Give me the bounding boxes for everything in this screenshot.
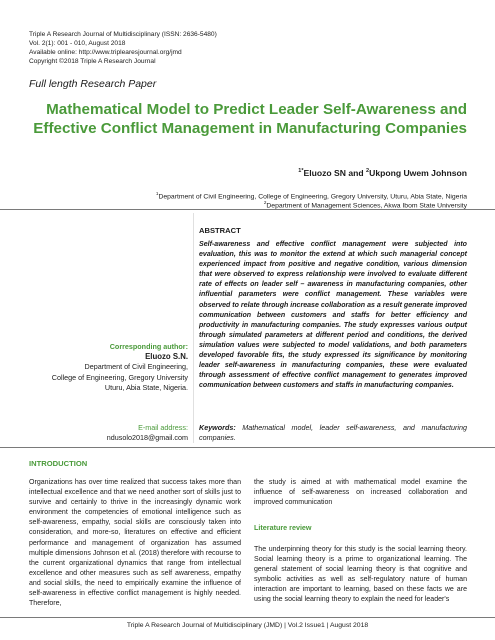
- email-address[interactable]: ndusolo2018@gmail.com: [106, 433, 188, 443]
- aff2-sup: 2: [263, 200, 267, 205]
- corresponding-name: Eluozo S.N.: [145, 352, 188, 362]
- abstract-body: Self-awareness and effective conflict management were subjected into evaluation, this was to monitor the extend at which such managerial concept experienced impact from positive and negative condition, various dimension that were observed to express relationship were involved to evaluate different rate of effects on leader self – awareness in manufacturing companies, other influential parameters were conflict management. These variables were observed to relate through increase collaboration as a result generate improved communication between customers and staffs for better efficiency and productivity in manufacturing companies. The study expresses various output through simulated parameters at different period and conditions, the derived simulation values were subjected to model validations, and both parameters developed favorable fits, the study expressed its significance by monitoring leader self-awareness in manufacturing companies, these were evaluated through assessment of effective conflict management to generates improved communication between customers and staffs in manufacturing companies.: [199, 241, 467, 390]
- literature-text: The underpinning theory for this study is the social learning theory. Social learning theory is a prime to organizational learning. The general statement of social learning theory is that cognitive and symbolic activities as well as self-regulatory nature of human interaction are important to learning, based on these facts we are using the social learning theory to explain the need for leader's: [254, 546, 467, 604]
- paper-type: Full length Research Paper: [29, 78, 157, 90]
- aff2-text: Department of Management Sciences, Akwa Ibom State University: [266, 202, 467, 210]
- page-footer: Triple A Research Journal of Multidisciplinary (JMD) | Vol.2 Issue1 | August 2018: [126, 622, 369, 629]
- corresponding-author: [29, 342, 188, 393]
- corresponding-heading: Corresponding author:: [109, 342, 188, 351]
- introduction-text-right: the study is aimed at with mathematical model examine the influence of self-awareness on increased collaboration and improved communication: [254, 479, 467, 507]
- column-divider: [193, 213, 194, 443]
- paper-title: Mathematical Model to Predict Leader Self-Awareness and Effective Conflict Management in Manufacturing Companies: [33, 101, 467, 137]
- literature-heading: Literature review: [254, 523, 312, 532]
- author2-sup: 2: [366, 168, 370, 175]
- keywords-text: Mathematical model, leader self-awareness, and manufacturing companies.: [199, 423, 467, 443]
- footer-divider: [0, 617, 495, 618]
- author2-name: Ukpong Uwem Johnson: [369, 168, 467, 178]
- introduction-heading: INTRODUCTION: [29, 459, 88, 468]
- email-label: E-mail address:: [138, 423, 188, 432]
- abstract-heading: ABSTRACT: [199, 226, 241, 235]
- introduction-text-left: Organizations has over time realized that success takes more than intellectual excellence and that we need another sort of skills just to survive and certainly to thrive in the increasingly dynamic work environment the competencies of emotional intelligence such as self-awareness, empathy, social skills are consciously taken into consideration, and more-so, literatures on effective and efficient performance and management of organization has assumed multiple dimensions Johnson et al. (2018) therefore with recourse to the current organizational dynamics that range from intellectual excellence and other measures such as self awareness, empathy and social skills, the need to empirically examine the influence of self-awareness in effective conflict management is highly needed. Therefore,: [29, 479, 241, 608]
- abstract-divider: [0, 447, 495, 448]
- author-line: [298, 168, 467, 178]
- author1-sup: 1*: [298, 168, 304, 175]
- aff1-text: Department of Civil Engineering, College of Engineering, Gregory University, Uturu, Abia State, Nigeria: [158, 193, 467, 201]
- email-block: [29, 423, 188, 444]
- corresponding-dept: Department of Civil Engineering,: [84, 362, 188, 372]
- author1-name: Eluozo SN and: [303, 168, 367, 178]
- corresponding-college: College of Engineering, Gregory University: [51, 372, 188, 382]
- header-divider: [0, 209, 495, 210]
- keywords: [199, 423, 467, 444]
- corresponding-location: Uturu, Abia State, Nigeria.: [104, 382, 188, 392]
- keywords-label: Keywords:: [199, 423, 236, 432]
- aff1-sup: 1: [155, 191, 159, 196]
- journal-info: Triple A Research Journal of Multidisciplinary (ISSN: 2636-5480) Vol. 2(1): 001 - 010, August 2018 Available online: http://www.triplearesjournal.org/jmd Copyright ©2018 Triple A Research Journal: [29, 31, 217, 66]
